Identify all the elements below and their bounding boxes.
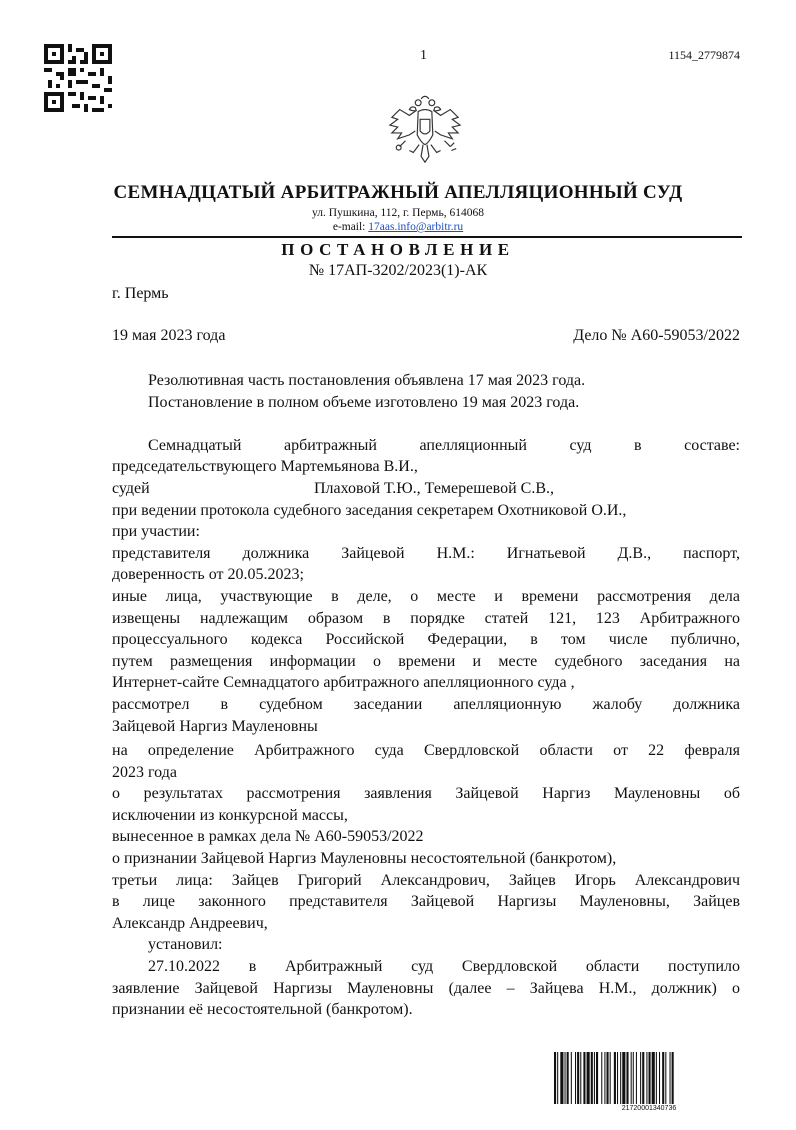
paragraph-notice-line5: Интернет-сайте Семнадцатого арбитражного апелляционного суда , (112, 674, 575, 692)
paragraph-notice-line4: путем размещения информации о времени и месте судебного заседания на (112, 652, 740, 670)
barcode-bar (577, 1052, 579, 1104)
paragraph-third-parties-line3: Александр Андреевич, (112, 914, 268, 932)
barcode-bar (659, 1052, 660, 1104)
paragraph-notice-line2: извещены надлежащим образом в порядке статей 121, 123 Арбитражного (112, 609, 740, 627)
paragraph-considered-line1: рассмотрел в судебном заседании апелляционную жалобу должника (112, 695, 740, 713)
barcode-bar (610, 1052, 611, 1104)
paragraph-representative-line2: доверенность от 20.05.2023; (112, 566, 304, 584)
barcode-bar (672, 1052, 674, 1104)
barcode-bar (583, 1052, 585, 1104)
barcode-bar (575, 1052, 576, 1104)
paragraph-considered-line2: Зайцевой Наргиз Мауленовны (112, 717, 318, 735)
paragraph-ruling-line1: на определение Арбитражного суда Свердловской области от 22 февраля (112, 742, 740, 760)
barcode-bar (640, 1052, 641, 1104)
barcode-bar (560, 1052, 563, 1104)
document-id: 1154_2779874 (668, 48, 740, 62)
judges-label: судей (112, 479, 150, 497)
barcode-bar (614, 1052, 616, 1104)
barcode-bar (571, 1052, 572, 1104)
header-divider (112, 236, 742, 238)
barcode-bar (646, 1052, 647, 1104)
paragraph-application-line2: исключении из конкурсной массы, (112, 806, 348, 824)
paragraph-third-parties-line2: в лице законного представителя Зайцевой Наргизы Мауленовны, Зайцев (112, 893, 740, 911)
barcode-bar (670, 1052, 671, 1104)
paragraph-notice-line1: иные лица, участвующие в деле, о месте и времени рассмотрения дела (112, 587, 740, 605)
document-date: 19 мая 2023 года (112, 327, 226, 344)
barcode-bar (620, 1052, 621, 1104)
judges-names: Плаховой Т.Ю., Темерешевой С.В., (314, 479, 555, 497)
barcode-bar (656, 1052, 657, 1104)
paragraph-full-text-date: Постановление в полном объеме изготовлено 19 мая 2023 года. (148, 393, 580, 411)
barcode (554, 1052, 744, 1104)
paragraph-participation: при участии: (112, 523, 200, 541)
city: г. Пермь (112, 285, 169, 302)
barcode-bar (594, 1052, 595, 1104)
barcode-bar (580, 1052, 581, 1104)
paragraph-notice-line3: процессуального кодекса Российской Федерации, в том числе публично, (112, 631, 740, 649)
paragraph-operative-part: Резолютивная часть постановления объявлена 17 мая 2023 года. (148, 372, 586, 389)
barcode-bar (642, 1052, 644, 1104)
barcode-bar (607, 1052, 609, 1104)
barcode-number: 21720001340736 (621, 1105, 677, 1112)
coat-of-arms-icon (386, 92, 464, 170)
barcode-bar (665, 1052, 666, 1104)
barcode-bar (604, 1052, 605, 1104)
court-email-line (0, 220, 796, 234)
paragraph-application-line1: о результатах рассмотрения заявления Зайцевой Наргиз Мауленовны об (112, 785, 740, 803)
barcode-bar (596, 1052, 598, 1104)
paragraph-third-parties-line1: третьи лица: Зайцев Григорий Александрович, Зайцев Игорь Александрович (112, 871, 740, 889)
court-address-block (0, 206, 796, 234)
barcode-bar (652, 1052, 655, 1104)
paragraph-facts-line1: 27.10.2022 в Арбитражный суд Свердловской области поступило (148, 958, 740, 976)
paragraph-facts-line3: признании её несостоятельной (банкротом). (112, 1001, 413, 1019)
barcode-bar (557, 1052, 558, 1104)
paragraph-judges (112, 478, 740, 500)
qr-code (44, 44, 112, 112)
barcode-bar (622, 1052, 625, 1104)
barcode-bar (565, 1052, 566, 1104)
court-name: СЕМНАДЦАТЫЙ АРБИТРАЖНЫЙ АПЕЛЛЯЦИОННЫЙ СУД (113, 182, 683, 203)
barcode-bar (567, 1052, 569, 1104)
paragraph-ruling-line2: 2023 года (112, 763, 177, 781)
spacer (112, 413, 740, 435)
barcode-bar (626, 1052, 628, 1104)
resolution-number: № 17АП-3202/2023(1)-АК (308, 262, 488, 279)
barcode-bar (601, 1052, 602, 1104)
barcode-bar (662, 1052, 664, 1104)
paragraph-established: установил: (148, 936, 223, 954)
case-number: Дело № А60-59053/2022 (573, 327, 740, 344)
email-link[interactable]: 17aas.info@arbitr.ru (368, 221, 464, 233)
email-label: e-mail: (332, 221, 366, 233)
paragraph-case-reference: вынесенное в рамках дела № А60-59053/2022 (112, 828, 424, 846)
paragraph-presiding: председательствующего Мартемьянова В.И., (112, 458, 418, 476)
paragraph-secretary: при ведении протокола судебного заседания секретарем Охотниковой О.И., (112, 501, 627, 519)
barcode-bar (617, 1052, 618, 1104)
barcode-bar (587, 1052, 590, 1104)
barcode-bar (554, 1052, 556, 1104)
page-number: 1 (420, 48, 427, 63)
paragraph-facts-line2: заявление Зайцевой Наргизы Мауленовны (далее – Зайцева Н.М., должник) о (112, 979, 740, 997)
paragraph-representative-line1: представителя должника Зайцевой Н.М.: Игнатьевой Д.В., паспорт, (112, 544, 740, 562)
paragraph-court-composition: Семнадцатый арбитражный апелляционный суд в составе: (148, 436, 740, 454)
barcode-bar (633, 1052, 634, 1104)
barcode-bar (636, 1052, 637, 1104)
document-body (112, 370, 740, 1021)
court-address: ул. Пушкина, 112, г. Пермь, 614068 (312, 207, 484, 219)
barcode-bar (631, 1052, 632, 1104)
barcode-bar (591, 1052, 593, 1104)
paragraph-bankruptcy: о признании Зайцевой Наргиз Мауленовны несостоятельной (банкротом), (112, 850, 617, 868)
barcode-bar (649, 1052, 651, 1104)
document-title: ПОСТАНОВЛЕНИЕ (281, 240, 515, 259)
